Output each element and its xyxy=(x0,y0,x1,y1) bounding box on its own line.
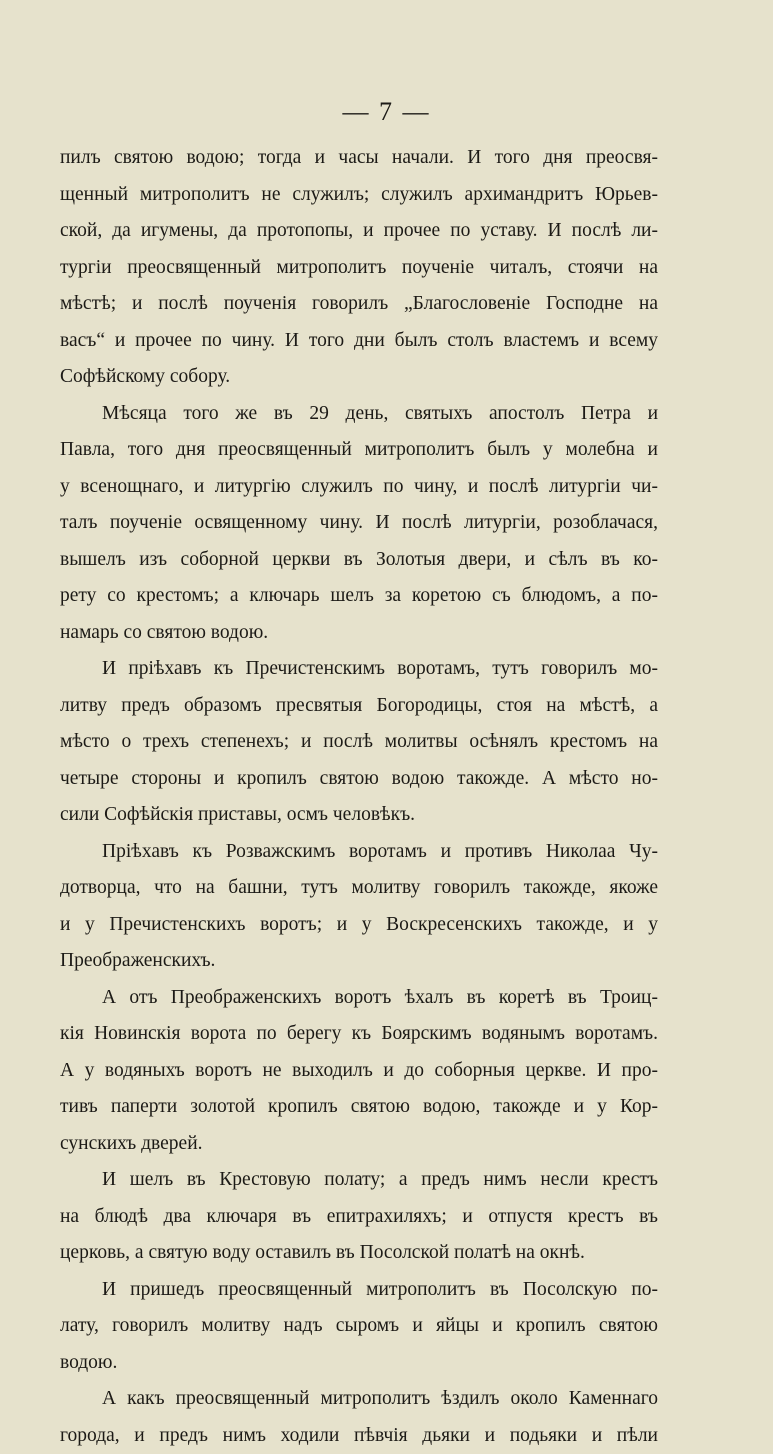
text-line: вышелъ изъ соборной церкви въ Золотыя двери, и сѣлъ въ ко- xyxy=(60,542,658,579)
text-line: ской, да игумены, да протопопы, и прочее по уставу. И послѣ ли- xyxy=(60,213,658,250)
text-line: талъ поученіе освященному чину. И послѣ литургіи, розоблачася, xyxy=(60,505,658,542)
text-line: Мѣсяца того же въ 29 день, святыхъ апостолъ Петра и xyxy=(60,396,658,433)
text-line: рету со крестомъ; а ключарь шелъ за коретою съ блюдомъ, а по- xyxy=(60,578,658,615)
text-line: щенный митрополитъ не служилъ; служилъ архимандритъ Юрьев- xyxy=(60,177,658,214)
text-line: кія Новинскія ворота по берегу къ Боярскимъ водянымъ воротамъ. xyxy=(60,1016,658,1053)
text-line: сили Софѣйскія приставы, осмъ человѣкъ. xyxy=(60,797,658,834)
text-line: сунскихъ дверей. xyxy=(60,1126,658,1163)
text-line: А какъ преосвященный митрополитъ ѣздилъ около Каменнаго xyxy=(60,1381,658,1418)
text-line: Преображенскихъ. xyxy=(60,943,658,980)
text-line: дотворца, что на башни, тутъ молитву говорилъ такожде, якоже xyxy=(60,870,658,907)
text-line: на блюдѣ два ключаря въ епитрахиляхъ; и отпустя крестъ въ xyxy=(60,1199,658,1236)
text-line: намарь со святою водою. xyxy=(60,615,658,652)
text-line: города, и предъ нимъ ходили пѣвчія дьяки и подьяки и пѣли xyxy=(60,1418,658,1454)
text-line: церковь, а святую воду оставилъ въ Посолской полатѣ на окнѣ. xyxy=(60,1235,658,1272)
text-line: водою. xyxy=(60,1345,658,1382)
text-line: мѣсто о трехъ степенехъ; и послѣ молитвы осѣнялъ крестомъ на xyxy=(60,724,658,761)
text-line: тургіи преосвященный митрополитъ поученіе читалъ, стоячи на xyxy=(60,250,658,287)
text-line: васъ“ и прочее по чину. И того дни былъ столъ властемъ и всему xyxy=(60,323,658,360)
text-line: Павла, того дня преосвященный митрополитъ былъ у молебна и xyxy=(60,432,658,469)
body-text xyxy=(60,140,658,1454)
page-number: — 7 — xyxy=(0,98,773,126)
text-line: мѣстѣ; и послѣ поученія говорилъ „Благословеніе Господне на xyxy=(60,286,658,323)
text-line: Пріѣхавъ къ Розважскимъ воротамъ и противъ Николаа Чу- xyxy=(60,834,658,871)
text-line: Софѣйскому собору. xyxy=(60,359,658,396)
text-line: А отъ Преображенскихъ воротъ ѣхалъ въ коретѣ въ Троиц- xyxy=(60,980,658,1017)
text-line: и у Пречистенскихъ воротъ; и у Воскресенскихъ такожде, и у xyxy=(60,907,658,944)
text-line: пилъ святою водою; тогда и часы начали. И того дня преосвя- xyxy=(60,140,658,177)
text-line: И пришедъ преосвященный митрополитъ въ Посолскую по- xyxy=(60,1272,658,1309)
text-line: литву предъ образомъ пресвятыя Богородицы, стоя на мѣстѣ, а xyxy=(60,688,658,725)
text-line: И шелъ въ Крестовую полату; а предъ нимъ несли крестъ xyxy=(60,1162,658,1199)
text-line: А у водяныхъ воротъ не выходилъ и до соборныя церкве. И про- xyxy=(60,1053,658,1090)
text-line: у всенощнаго, и литургію служилъ по чину, и послѣ литургіи чи- xyxy=(60,469,658,506)
text-line: лату, говорилъ молитву надъ сыромъ и яйцы и кропилъ святою xyxy=(60,1308,658,1345)
text-line: И пріѣхавъ къ Пречистенскимъ воротамъ, тутъ говорилъ мо- xyxy=(60,651,658,688)
text-line: тивъ паперти золотой кропилъ святою водою, такожде и у Кор- xyxy=(60,1089,658,1126)
text-line: четыре стороны и кропилъ святою водою такожде. А мѣсто но- xyxy=(60,761,658,798)
